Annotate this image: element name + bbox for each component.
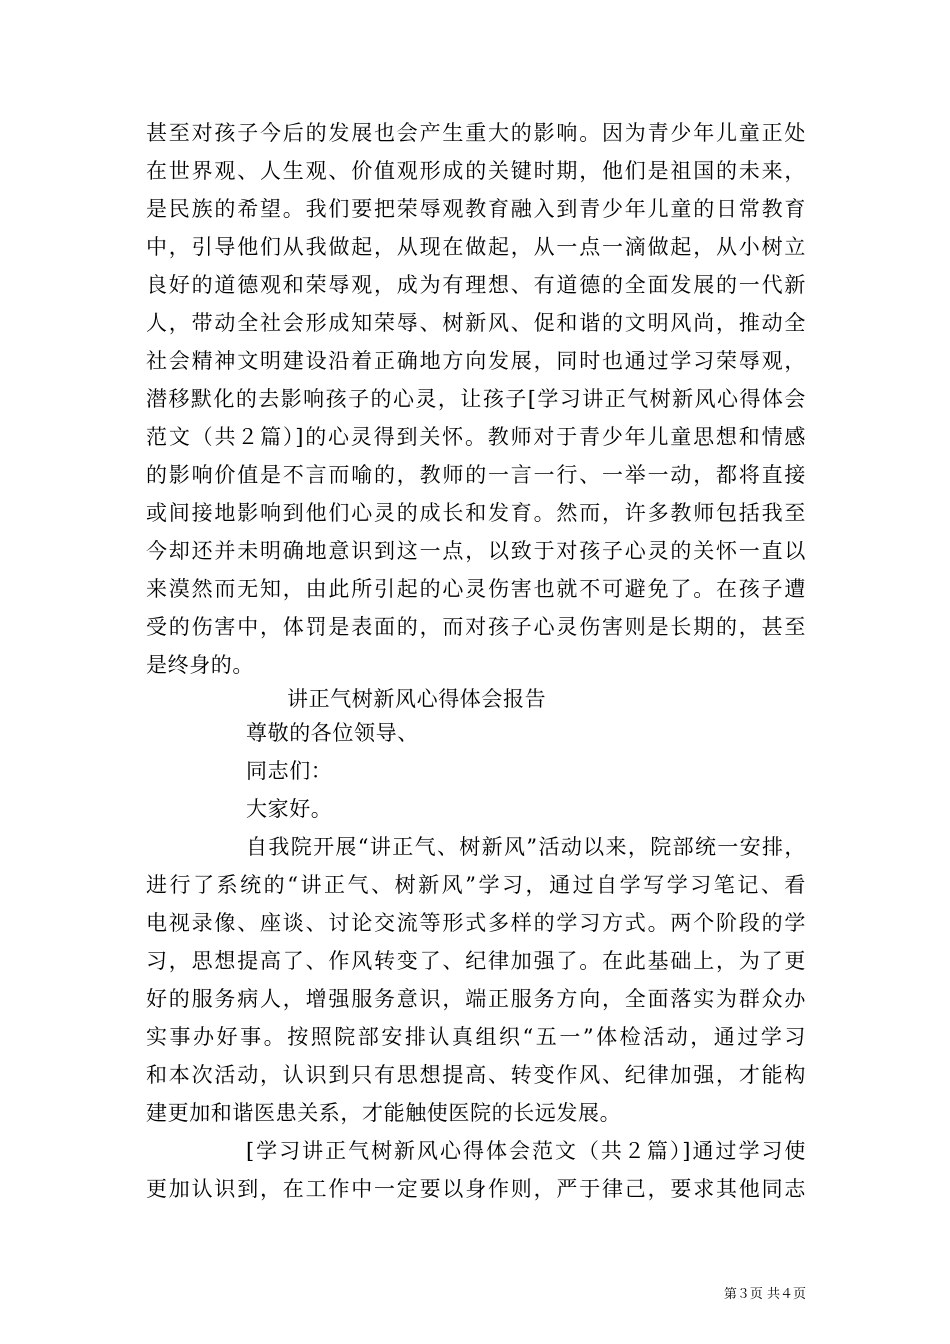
body-text-line: 今却还并未明确地意识到这一点，以致于对孩子心灵的关怀一直以: [146, 539, 806, 563]
body-text-line: 是终身的。: [146, 653, 254, 677]
body-text-line: 电视录像、座谈、讨论交流等形式多样的学习方式。两个阶段的学: [146, 911, 806, 935]
body-text-line: 良好的道德观和荣辱观，成为有理想、有道德的全面发展的一代新: [146, 273, 806, 297]
body-text-line: 习，思想提高了、作风转变了、纪律加强了。在此基础上，为了更: [146, 949, 806, 973]
page-number-footer: 第３页 共４页: [723, 1287, 806, 1302]
section-title: 讲正气树新风心得体会报告: [287, 687, 547, 711]
body-text-line: 范文（共２篇）]的心灵得到关怀。教师对于青少年儿童思想和情感: [146, 425, 806, 449]
salutation-line: 同志们：: [246, 759, 333, 783]
body-text-line: 实事办好事。按照院部安排认真组织“五一”体检活动，通过学习: [146, 1025, 806, 1049]
body-text-line: 或间接地影响到他们心灵的成长和发育。然而，许多教师包括我至: [146, 501, 806, 525]
body-text-line: 进行了系统的“讲正气、树新风”学习，通过自学写学习笔记、看: [146, 873, 806, 897]
body-text-line: 建更加和谐医患关系，才能触使医院的长远发展。: [146, 1101, 622, 1125]
body-text-line: 中，引导他们从我做起，从现在做起，从一点一滴做起，从小树立: [146, 235, 806, 259]
body-text-line: 在世界观、人生观、价值观形成的关键时期，他们是祖国的未来，: [146, 159, 806, 183]
body-text-line: 是民族的希望。我们要把荣辱观教育融入到青少年儿童的日常教育: [146, 197, 806, 221]
greeting-line: 大家好。: [246, 797, 333, 821]
body-text-line: 好的服务病人，增强服务意识，端正服务方向，全面落实为群众办: [146, 987, 806, 1011]
body-text-line: 人，带动全社会形成知荣辱、树新风、促和谐的文明风尚，推动全: [146, 311, 806, 335]
body-text-line: 自我院开展“讲正气、树新风”活动以来，院部统一安排，: [246, 835, 806, 859]
salutation-line: 尊敬的各位领导、: [246, 721, 419, 745]
body-text-line: 社会精神文明建设沿着正确地方向发展，同时也通过学习荣辱观，: [146, 349, 806, 373]
body-text-line: 来漠然而无知，由此所引起的心灵伤害也就不可避免了。在孩子遭: [146, 577, 806, 601]
body-text-line: 甚至对孩子今后的发展也会产生重大的影响。因为青少年儿童正处: [146, 121, 806, 145]
body-text-line: 受的伤害中，体罚是表面的，而对孩子心灵伤害则是长期的，甚至: [146, 615, 806, 639]
body-text-line: 更加认识到，在工作中一定要以身作则，严于律己，要求其他同志: [146, 1177, 806, 1201]
body-text-line: 潜移默化的去影响孩子的心灵，让孩子[学习讲正气树新风心得体会: [146, 387, 806, 411]
body-text-line: 的影响价值是不言而喻的，教师的一言一行、一举一动，都将直接: [146, 463, 806, 487]
body-text-line: [学习讲正气树新风心得体会范文（共２篇）]通过学习使: [246, 1139, 806, 1163]
body-text-line: 和本次活动，认识到只有思想提高、转变作风、纪律加强，才能构: [146, 1063, 806, 1087]
